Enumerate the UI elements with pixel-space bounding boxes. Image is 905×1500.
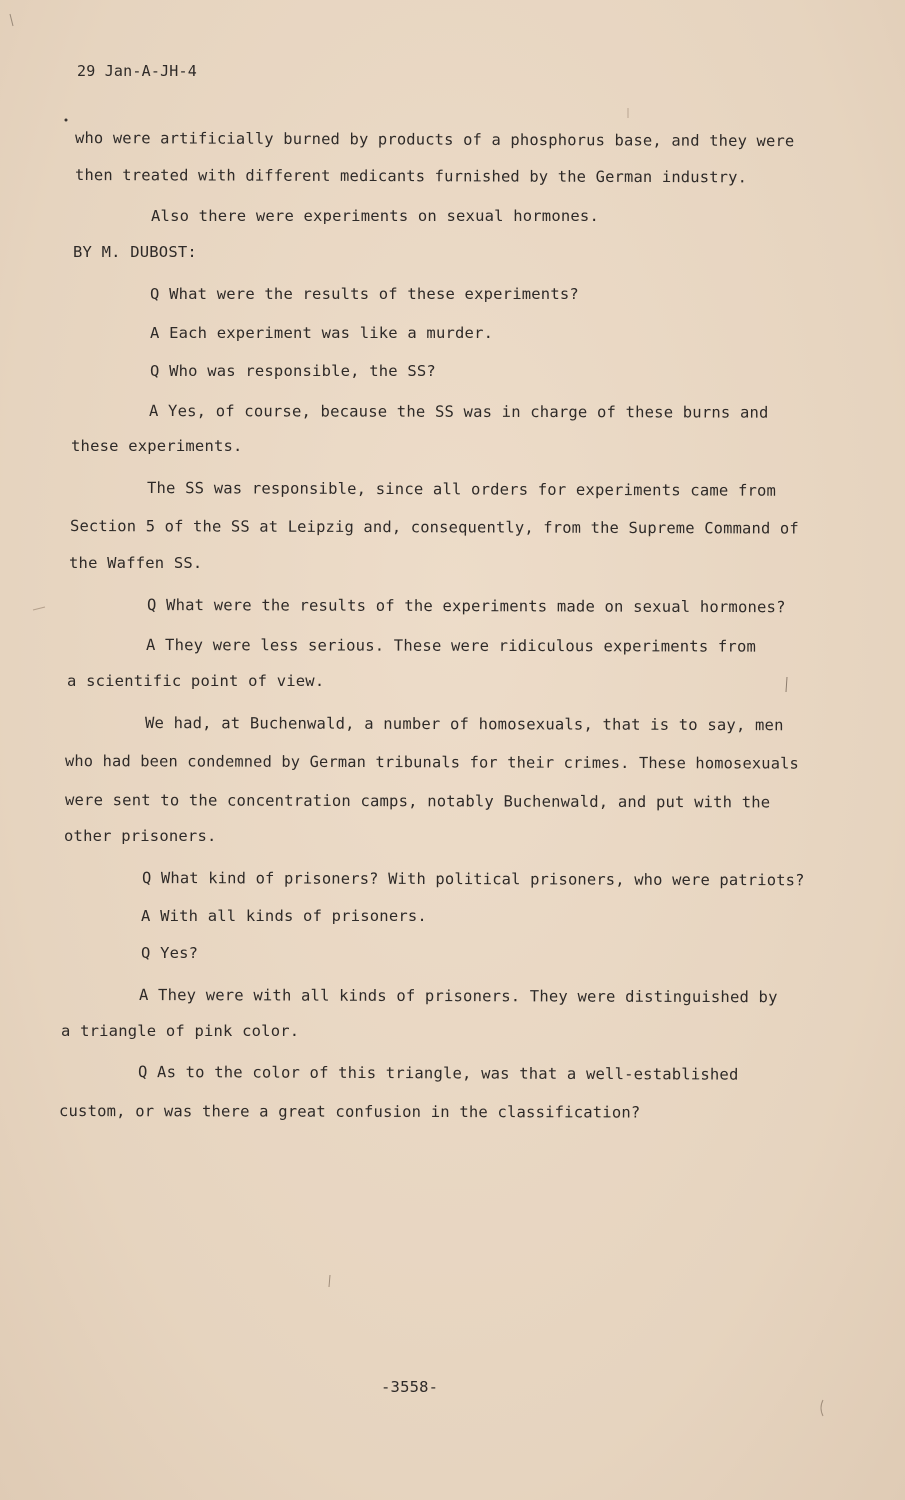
text-line: were sent to the concentration camps, notably Buchenwald, and put with the: [64, 791, 771, 812]
question-line: Q Who was responsible, the SS?: [150, 362, 436, 380]
answer-line: A Each experiment was like a murder.: [150, 324, 494, 342]
page-identifier: 29 Jan-A-JH-4: [77, 62, 197, 80]
text-line: The SS was responsible, since all orders for experiments came from: [146, 479, 777, 500]
text-line: the Waffen SS.: [69, 554, 203, 572]
answer-line: A With all kinds of prisoners.: [141, 907, 427, 925]
text-line-2: then treated with different medicants furnished by the German industry.: [74, 166, 748, 187]
text-line: We had, at Buchenwald, a number of homosexuals, that is to say, men: [144, 714, 784, 735]
text-line: Section 5 of the SS at Leipzig and, consequently, from the Supreme Command of: [69, 517, 799, 538]
examiner-heading: BY M. DUBOST:: [73, 243, 197, 261]
text-line: other prisoners.: [64, 827, 217, 845]
question-line: Q What kind of prisoners? With political prisoners, who were patriots?: [141, 869, 805, 890]
text-line-3: Also there were experiments on sexual hormones.: [151, 207, 599, 225]
answer-line: A They were with all kinds of prisoners. They were distinguished by: [138, 986, 778, 1007]
text-line: a triangle of pink color.: [61, 1022, 300, 1040]
answer-line: A They were less serious. These were ridiculous experiments from: [145, 636, 757, 656]
text-line-1: who were artificially burned by products of a phosphorus base, and they were: [74, 129, 795, 151]
text-line: who had been condemned by German tribunals for their crimes. These homosexuals: [64, 752, 799, 773]
question-line: Q Yes?: [141, 944, 199, 962]
text-line: custom, or was there a great confusion in the classification?: [58, 1102, 641, 1122]
question-line: Q What were the results of the experiments made on sexual hormones?: [146, 596, 786, 617]
question-line: Q As to the color of this triangle, was that a well-established: [137, 1063, 739, 1084]
answer-line: A Yes, of course, because the SS was in charge of these burns and: [148, 402, 769, 422]
text-line: these experiments.: [71, 437, 243, 455]
question-line: Q What were the results of these experiments?: [150, 285, 579, 303]
page-number: -3558-: [381, 1378, 439, 1396]
text-line: a scientific point of view.: [67, 672, 325, 690]
